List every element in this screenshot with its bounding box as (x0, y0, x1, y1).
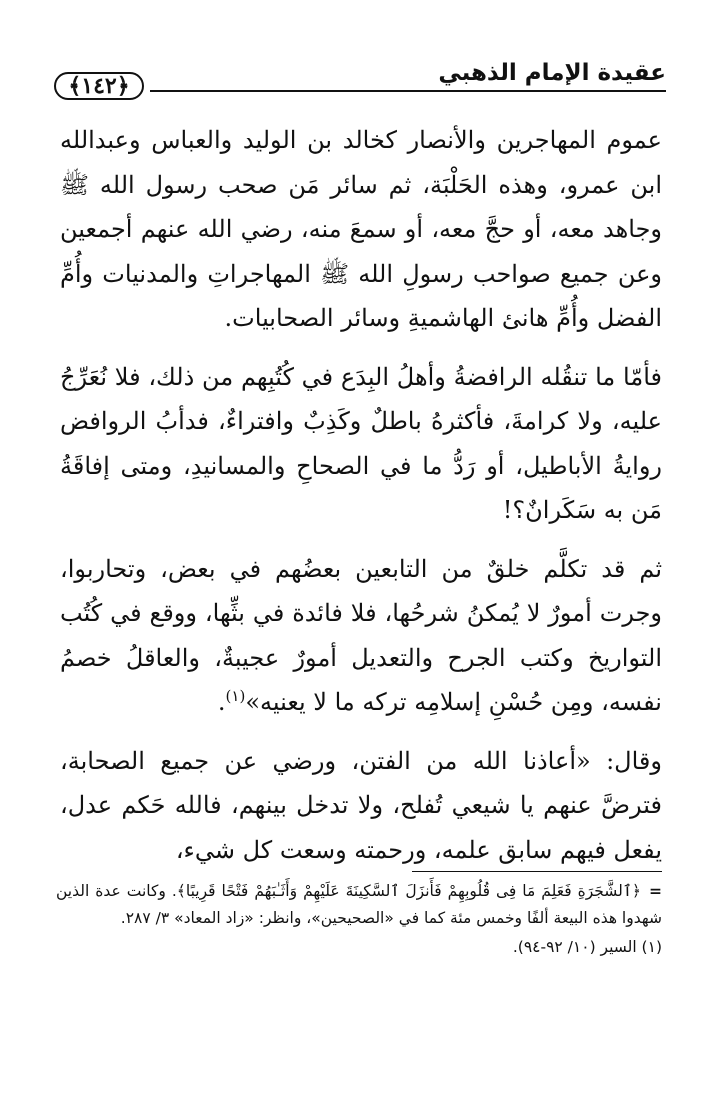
paragraph-4: وقال: «أعاذنا الله من الفتن، ورضي عن جميع الصحابة، فترضَّ عنهم يا شيعي تُفلح، ولا تدخل بينهم، فالله حَكم عدل، يفعل فيهم سابق علمه، ورحمته وسعت كل شيء، (60, 746, 662, 864)
main-text (60, 118, 662, 886)
paragraph-1: عموم المهاجرين والأنصار كخالد بن الوليد والعباس وعبدالله ابن عمرو، وهذه الحَلْبَة، ثم سائر مَن صحب رسول الله ﷺ وجاهد معه، أو حجَّ معه، أو سمعَ منه، رضي الله عنهم أجمعين وعن جميع صواحب رسولِ الله ﷺ المهاجراتِ والمدنيات وأُمِّ الفضل وأُمِّ هانئ الهاشميةِ وسائر الصحابيات. (60, 126, 662, 332)
paragraph-3 (60, 547, 662, 725)
running-title: عقيدة الإمام الذهبي (438, 60, 666, 86)
footnote-separator (412, 871, 662, 872)
paragraph-2: فأمّا ما تنقُله الرافضةُ وأهلُ البِدَع في كُتُبِهم من ذلك، فلا نُعَرِّجُ عليه، ولا كرامةَ، فأكثرهُ باطلٌ وكَذِبٌ وافتراءٌ، فدأبُ الروافض روايةُ الأباطيل، أو رَدُّ ما في الصحاحِ والمسانيدِ، ومتى إفاقَةُ مَن به سَكَرانٌ؟! (60, 362, 662, 524)
footnote-1: (١) السير (١٠/ ٩٢-٩٤). (512, 938, 662, 956)
footnote-continued-text: ﴿ٱلشَّجَرَةِ فَعَلِمَ مَا فِى قُلُوبِهِمْ فَأَنزَلَ ٱلسَّكِينَةَ عَلَيْهِمْ وَأَثَـٰبَهُمْ فَتْحًا قَرِيبًا﴾. وكانت عدة الذين شهدوا هذه البيعة ألفًا وخمس مئة كما في «الصحيحين»، وانظر: «زاد المعاد» ٣/ ٢٨٧. (56, 882, 662, 927)
paragraph-3-end: . (217, 688, 226, 716)
paragraph-3-text: ثم قد تكلَّم خلقٌ من التابعين بعضُهم في بعض، وتحاربوا، وجرت أمورٌ لا يُمكنُ شرحُها، فلا فائدة في بثِّها، ووقع في كُتُب التواريخ وكتب الجرح والتعديل أمورٌ عجيبةٌ، والعاقلُ خصمُ نفسه، ومِن حُسْنِ إسلامِه تركه ما لا يعنيه» (60, 554, 662, 716)
continuation-mark: = (649, 882, 662, 900)
page-header (54, 58, 666, 102)
page-number: ﴿١٤٢﴾ (54, 72, 144, 100)
footnote-reference-1[interactable]: (١) (225, 687, 246, 705)
footnotes (56, 878, 662, 961)
footnote-continued (56, 878, 662, 932)
header-rule (150, 90, 666, 92)
